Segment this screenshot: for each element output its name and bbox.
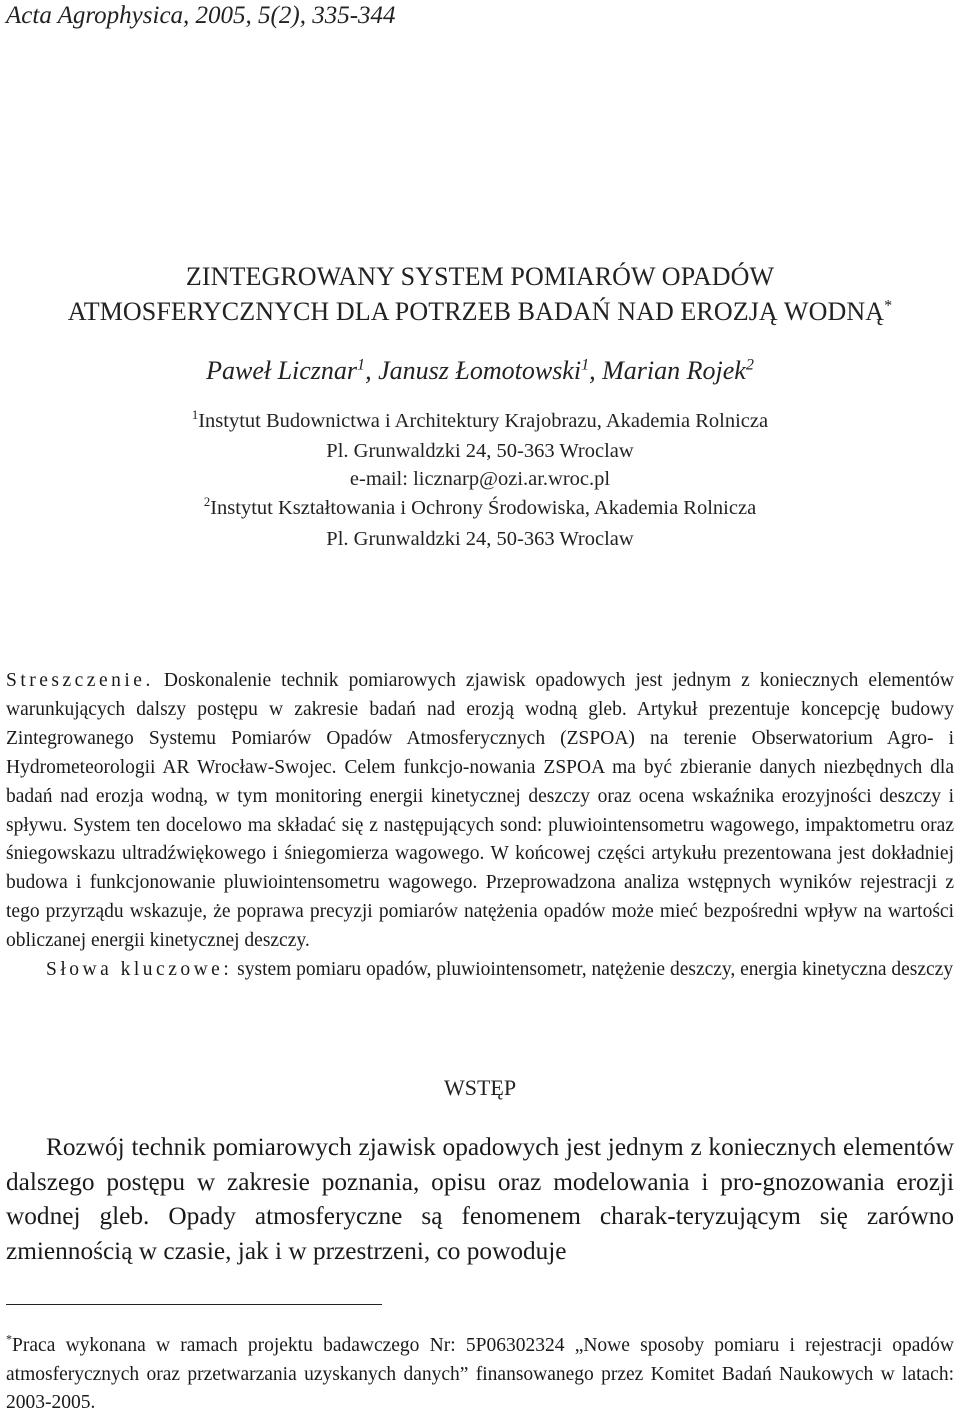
affiliation-2 bbox=[0, 497, 960, 520]
affiliation-1-email: e-mail: licznarp@ozi.ar.wroc.pl bbox=[349, 468, 611, 490]
abstract-label: Streszczenie. bbox=[6, 670, 154, 691]
author-name: Marian Rojek bbox=[602, 356, 746, 385]
keywords-label: Słowa kluczowe: bbox=[46, 959, 233, 981]
affiliation-1-address: Pl. Grunwaldzki 24, 50-363 Wroclaw bbox=[326, 440, 634, 462]
author-affiliation-marker: 1 bbox=[581, 356, 590, 374]
footnote-text: Praca wykonana w ramach projektu badawczego Nr: 5P06302324 „Nowe sposoby pomiaru i rejestracji opadów atmosferycznych oraz przetwarzania uzyskanych danych” finansowanego przez Komitet Badań Naukowych w latach: 2003-2005. bbox=[6, 1335, 954, 1413]
section-heading: WSTĘP bbox=[443, 1075, 517, 1100]
affiliation-2-address: Pl. Grunwaldzki 24, 50-363 Wroclaw bbox=[326, 528, 634, 550]
keywords-text: system pomiaru opadów, pluwiointensometr, natężenie deszczy, energia kinetyczna deszczy bbox=[232, 959, 954, 981]
affiliation-1-name: Instytut Budownictwa i Architektury Krajobrazu, Akademia Rolnicza bbox=[198, 410, 769, 432]
footnote-block bbox=[6, 1332, 954, 1418]
intro-block bbox=[6, 1130, 954, 1269]
affiliation-marker: 2 bbox=[203, 495, 211, 510]
journal-header: Acta Agrophysica, 2005, 5(2), 335-344 bbox=[6, 2, 396, 29]
footnote-paragraph bbox=[6, 1332, 954, 1418]
author-affiliation-marker: 1 bbox=[357, 356, 366, 374]
keywords-paragraph bbox=[6, 956, 954, 985]
author-affiliation-marker: 2 bbox=[745, 356, 754, 374]
author-name: Paweł Licznar bbox=[206, 356, 358, 385]
affiliation-marker: 1 bbox=[191, 408, 199, 423]
paper-title-line-2 bbox=[0, 297, 960, 327]
paper-title-line-2-text: ATMOSFERYCZNYCH DLA POTRZEB BADAŃ NAD EROZJĄ WODNĄ bbox=[67, 297, 885, 326]
abstract-block bbox=[6, 667, 954, 985]
footnote-divider bbox=[6, 1304, 382, 1305]
abstract-text: Doskonalenie technik pomiarowych zjawisk opadowych jest jednym z koniecznych elementów warunkujących dalszy postępu w zakresie badań nad erozją wodną gleb. Artykuł prezentuje koncepcję budowy Zintegrowanego Systemu Pomiarów Opadów Atmosferycznych (ZSPOA) na terenie Obserwatorium Agro- i Hydrometeorologii AR Wrocław-Swojec. Celem funkcjo-nowania ZSPOA ma być zbieranie danych niezbędnych dla badań nad erozja wodną, w tym monitoring energii kinetycznej deszczy oraz ocena wskaźnika erozyjności deszczy i spływu. System ten docelowo ma składać się z następujących sond: pluwiointensometru wagowego, impaktometru oraz śniegowskazu ultradźwiękowego i śniegomierza wagowego. W końcowej części artykułu prezentowana jest dokładniej budowa i funkcjonowanie pluwiointensometru wagowego. Przeprowadzona analiza wstępnych wyników rejestracji z tego przyrządu wskazuje, że poprawa precyzji pomiarów natężenia opadów może mieć bezpośredni wpływ na wartości obliczanej energii kinetycznej deszczy. bbox=[6, 670, 954, 952]
author-name: Janusz Łomotowski bbox=[378, 356, 582, 385]
abstract-paragraph bbox=[6, 667, 954, 956]
footnote-marker: * bbox=[6, 1332, 13, 1347]
author-list: Paweł Licznar$^1$, Janusz Łomotowski$^1$, Marian Rojek$^2$ bbox=[206, 356, 754, 385]
affiliation-2-name: Instytut Kształtowania i Ochrony Środowiska, Akademia Rolnicza bbox=[210, 497, 757, 519]
paper-title-line-1: ZINTEGROWANY SYSTEM POMIARÓW OPADÓW bbox=[185, 262, 775, 291]
title-footnote-marker: * bbox=[884, 297, 893, 315]
affiliation-1 bbox=[0, 410, 960, 433]
intro-paragraph: Rozwój technik pomiarowych zjawisk opadowych jest jednym z koniecznych elementów dalszego postępu w zakresie poznania, opisu oraz modelowania i pro-gnozowania erozji wodnej gleb. Opady atmosferyczne są fenomenem charak-teryzującym się zarówno zmiennością w czasie, jak i w przestrzeni, co powoduje bbox=[6, 1133, 954, 1266]
